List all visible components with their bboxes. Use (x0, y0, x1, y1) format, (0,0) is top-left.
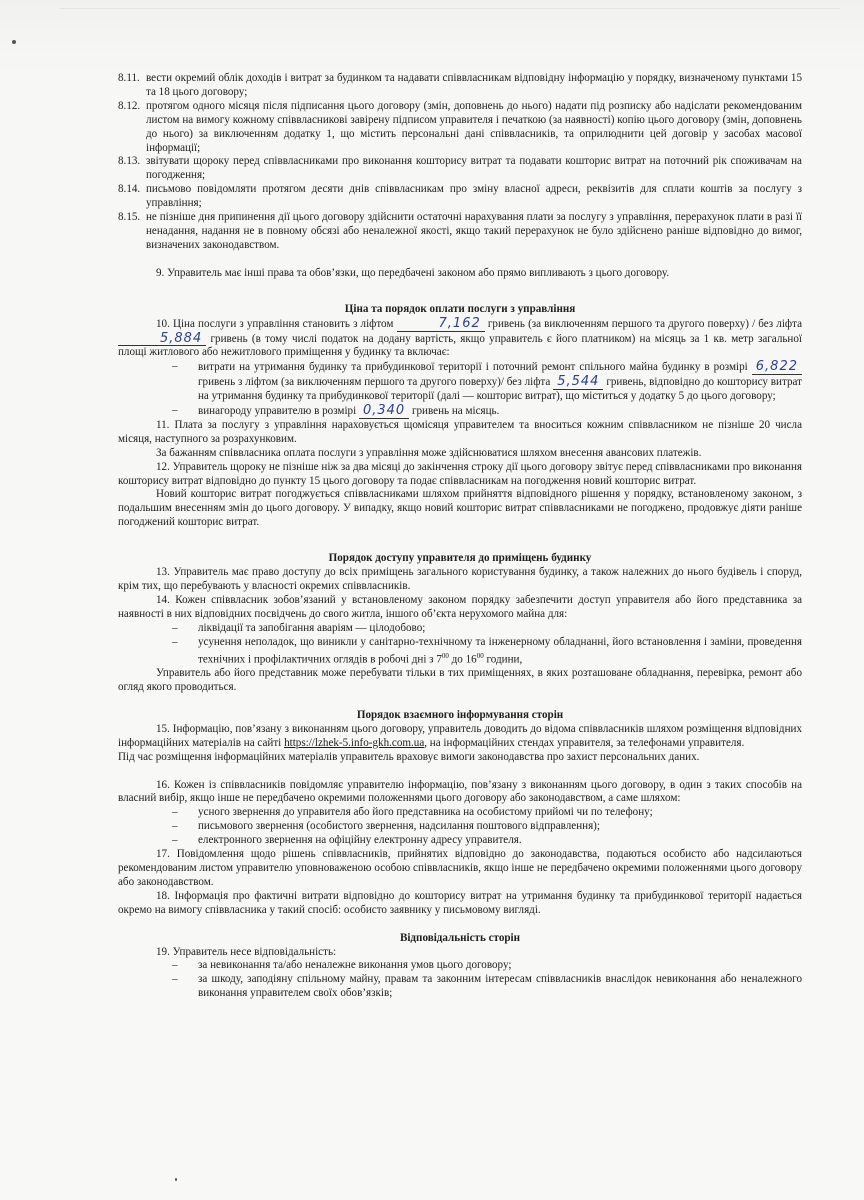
website-link[interactable]: https://lzhek-5.info-gkh.com.ua (284, 736, 425, 749)
clause-15-privacy: Під час розміщення інформаційних матеріалів управитель враховує вимоги законодавства про захист персональних даних. (118, 750, 700, 763)
clause-16-item-electronic: – електронного звернення на офіційну електронну адресу управителя. (172, 834, 522, 847)
clause-10-item-fee: – винагороду управителю в розмірі 0,340 гривень на місяць. (172, 403, 500, 419)
handwritten-manager-fee: 0,340 (359, 404, 409, 419)
clause-15: 15. Інформацію, пов’язану з виконанням цього договору, управитель доводить до відома співвласників шляхом розміщення відповідних інформаційних матеріалів на сайті https://lzhek-5.info-gkh.com.ua, на інформаційних стендах управителя, за телефонами управителя. (118, 722, 802, 749)
clause-16-item-oral: – усного звернення до управителя або його представника на особистому прийомі чи по телефону; (172, 806, 653, 819)
spacer (118, 253, 802, 267)
clause-10-item-maintenance: – витрати на утримання будинку та прибудинкової території і поточний ремонт спільного майна будинку в розмірі 6,822 гривень з ліфтом (за виключенням першого та другого поверху)/ без ліфта 5,544 гривень, відповідно до кошторису витрат на утримання будинку та прибудинкової території (далі — кошторис витрат), що міститься у додатку 5 до цього договору; (172, 359, 802, 403)
clause-13: 13. Управитель має право доступу до всіх приміщень загального користування будинку, а також належних до нього будівель і споруд, крім тих, що перебувають у власності окремих співвласників. (118, 566, 802, 592)
clause-8-11: 8.11. вести окремий облік доходів і витрат за будинком та надавати співвласникам відповідну інформацію у порядку, визначеному пунктами 15 та 18 цього договору; (118, 72, 802, 98)
handwritten-maintenance-without-lift: 5,544 (553, 375, 603, 390)
spacer (118, 281, 802, 303)
handwritten-price-without-lift: 5,884 (118, 332, 206, 347)
clause-14-item-accidents: – ліквідації та запобігання аваріям — цілодобово; (172, 621, 426, 634)
section-heading-price: Ціна та порядок оплати послуги з управління (344, 302, 576, 315)
clause-8-13: 8.13. звітувати щороку перед співвласниками про виконання кошторису витрат та подавати кошторис витрат на поточний рік споживачам на погодження; (118, 155, 802, 182)
clause-12: 12. Управитель щороку не пізніше ніж за два місяці до закінчення строку дії цього договору звітує перед співвласниками про виконання кошторису витрат відповідно до пункту 15 цього договору та подає співвласникам на погодження новий кошторис витрат. (118, 460, 802, 487)
handwritten-maintenance-with-lift: 6,822 (752, 360, 802, 375)
clause-14: 14. Кожен співвласник зобов’язаний у встановленому законом порядку забезпечити доступ управителя або його представника за наявності в них відповідних посвідчень до свого житла, іншого об’єкта нерухомого майна для: (118, 593, 802, 620)
clause-8-12: 8.12. протягом одного місяця після підписання цього договору (змін, доповнень до нього) надати під розписку або надіслати рекомендованим листом на вимогу кожному співвласникові завірену підписом управителя і печаткою (за наявності) копію цього договору (змін, доповнень до нього) за виключенням додатку 1, що містить персональні дані співвласників, та оприлюднити цей договір у засобах масової інформації; (118, 99, 802, 154)
clause-18: 18. Інформація про фактичні витрати відповідно до кошторису витрат на утримання будинку та прибудинкової території надається окремо на вимогу співвласника у такий спосіб: особисто заявнику у письмовому вигляді. (118, 889, 802, 916)
clause-11: 11. Плата за послугу з управління нараховується щомісяця управителем та вноситься кожним співвласником не пізніше 20 числа місяця, наступного за розрахунковим. (118, 418, 802, 445)
clause-8-14: 8.14. письмово повідомляти протягом десяти днів співвласникам про зміну власної адреси, реквізитів для сплати коштів за послугу з управління; (118, 183, 802, 210)
scan-edge (60, 0, 840, 9)
section-heading-access: Порядок доступу управителя до приміщень будинку (328, 552, 592, 565)
section-heading-info: Порядок взаємного інформування сторін (356, 708, 564, 721)
clause-12-new-estimate: Новий кошторис витрат погоджується співвласниками шляхом прийняття відповідного рішення у порядку, встановленому законом, з подальшим внесенням змін до цього договору. У випадку, якщо новий кошторис витрат співвласниками не погоджено, продовжує діяти раніше погоджений кошторис витрат. (118, 488, 802, 529)
scan-speck (12, 40, 16, 44)
clause-19-item-damage: – за шкоду, заподіяну спільному майну, правам та законним інтересам співвласників внаслідок невиконання або неналежного виконання управителем своїх обов’язків; (172, 973, 802, 1000)
document-body (118, 72, 802, 1001)
clause-17: 17. Повідомлення щодо рішень співвласників, прийнятих відповідно до законодавства, подаються особисто або надсилаються рекомендованим листом управителю уповноваженою особою співвласників, якщо інше не передбачено окремими положеннями цього договору або законодавством. (118, 848, 802, 888)
spacer (118, 530, 802, 552)
spacer (118, 695, 802, 709)
spacer (118, 765, 802, 779)
clause-14-item-repairs: – усунення неполадок, що виникли у санітарно-технічному та інженерному обладнанні, його встановлення і заміни, проведення технічних і профілактичних оглядів в робочі дні з $7^{00}$ до $16^{00}$ години, (172, 635, 802, 666)
clause-19-item-nonperformance: – за невиконання та/або неналежне виконання умов цього договору; (172, 959, 512, 972)
scan-speck (175, 1178, 177, 1181)
clause-11-advance: За бажанням співвласника оплата послуги з управління може здійснюватися шляхом внесення авансових платежів. (156, 446, 702, 459)
clause-14-note: Управитель або його представник може перебувати тільки в тих приміщеннях, в яких розташоване обладнання, перевірка, ремонт або огляд якого проводиться. (118, 667, 802, 694)
clause-16-item-written: – письмового звернення (особистого звернення, надсилання поштового відправлення); (172, 820, 600, 833)
clause-9: 9. Управитель має інші права та обов’язки, що передбачені законом або прямо випливають з цього договору. (156, 266, 670, 279)
clause-10: 10. Ціна послуги з управління становить з ліфтом 7,162 гривень (за виключенням першого та другого поверху) / без ліфта 5,884 гривень (в тому числі податок на додану вартість, якщо управитель є його платником) на місяць за 1 кв. метр загальної площі житлового або нежитлового приміщення у будинку та включає: (118, 315, 802, 359)
clause-19: 19. Управитель несе відповідальність: (156, 945, 337, 958)
handwritten-price-with-lift: 7,162 (397, 317, 485, 332)
section-heading-responsibility: Відповідальність сторін (399, 931, 521, 944)
clause-16: 16. Кожен із співвласників повідомляє управителю інформацію, пов’язану з виконанням цього договору, в один з таких способів на власний вибір, якщо інше не передбачено окремими положеннями цього договору або законодавством, а саме шляхом: (118, 778, 802, 805)
spacer (118, 918, 802, 932)
clause-8-15: 8.15. не пізніше дня припинення дії цього договору здійснити остаточні нарахування плати за послугу з управління, перерахунок плати в разі її ненадання, надання не в повному обсязі або неналежної якості, якщо такий перерахунок не було здійснено раніше відповідно до вимог, визначених законодавством. (118, 211, 802, 251)
